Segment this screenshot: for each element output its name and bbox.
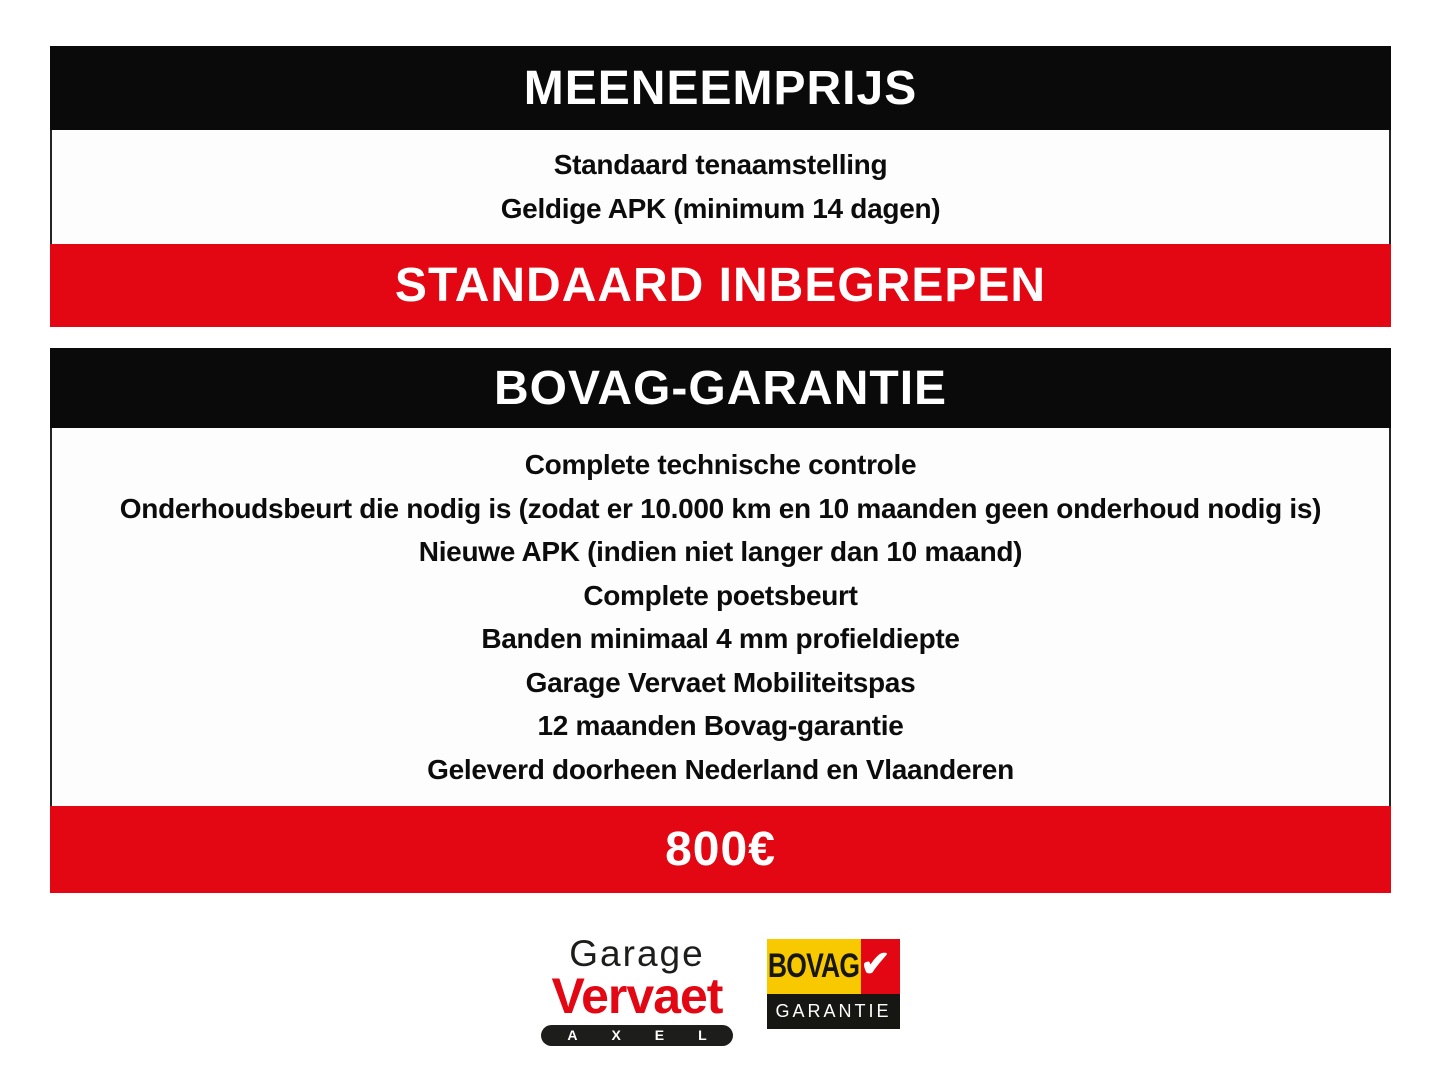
bovag-garantie-title: BOVAG-GARANTIE — [493, 361, 948, 415]
garantie-line: Complete poetsbeurt — [583, 579, 858, 611]
garantie-line: Onderhoudsbeurt die nodig is (zodat er 10.000 km en 10 maanden geen onderhoud nodig is) — [119, 492, 1322, 524]
garage-wordmark: Garage — [569, 933, 705, 974]
garantie-line: Geleverd doorheen Nederland en Vlaanderen — [427, 753, 1014, 785]
meeneemprijs-title: MEENEEMPRIJS — [523, 61, 918, 115]
garage-vervaet-logo — [541, 933, 741, 1046]
standaard-inbegrepen-banner — [50, 244, 1391, 327]
vervaet-wordmark: Vervaet — [551, 968, 723, 1024]
meeneemprijs-line: Standaard tenaamstelling — [553, 149, 888, 180]
bovag-wordmark: BOVAG — [768, 947, 860, 985]
section-divider-gap — [50, 327, 1391, 348]
standaard-inbegrepen-label: STANDAARD INBEGREPEN — [394, 259, 1047, 312]
bovag-red-panel — [861, 939, 900, 994]
garantie-line: Banden minimaal 4 mm profieldiepte — [481, 623, 960, 654]
bovag-garantie-details-box — [50, 428, 1391, 806]
meeneemprijs-header-bar — [50, 46, 1391, 130]
logo-footer — [0, 893, 1441, 1046]
meeneemprijs-line: Geldige APK (minimum 14 dagen) — [500, 192, 941, 224]
garantie-line: Nieuwe APK (indien niet langer dan 10 maand) — [418, 536, 1023, 567]
garantie-wordmark: GARANTIE — [775, 1001, 892, 1021]
bovag-logo-top — [767, 939, 900, 994]
garantie-line: 12 maanden Bovag-garantie — [537, 710, 904, 741]
poster-content-column — [50, 0, 1391, 893]
garantie-line: Complete technische controle — [524, 449, 917, 480]
axel-badge — [541, 1025, 741, 1046]
bovag-garantie-logo — [767, 939, 900, 1029]
bovag-logo-bottom — [767, 994, 900, 1029]
bovag-yellow-panel — [767, 939, 861, 994]
price-label: 800€ — [665, 823, 776, 876]
bovag-garantie-header-bar — [50, 348, 1391, 428]
bovag-check-icon: ✔ — [860, 942, 891, 984]
price-banner — [50, 806, 1391, 893]
garantie-line: Garage Vervaet Mobiliteitspas — [525, 666, 916, 698]
meeneemprijs-details-box — [50, 130, 1391, 244]
axel-badge-label: AXEL — [567, 1027, 741, 1043]
